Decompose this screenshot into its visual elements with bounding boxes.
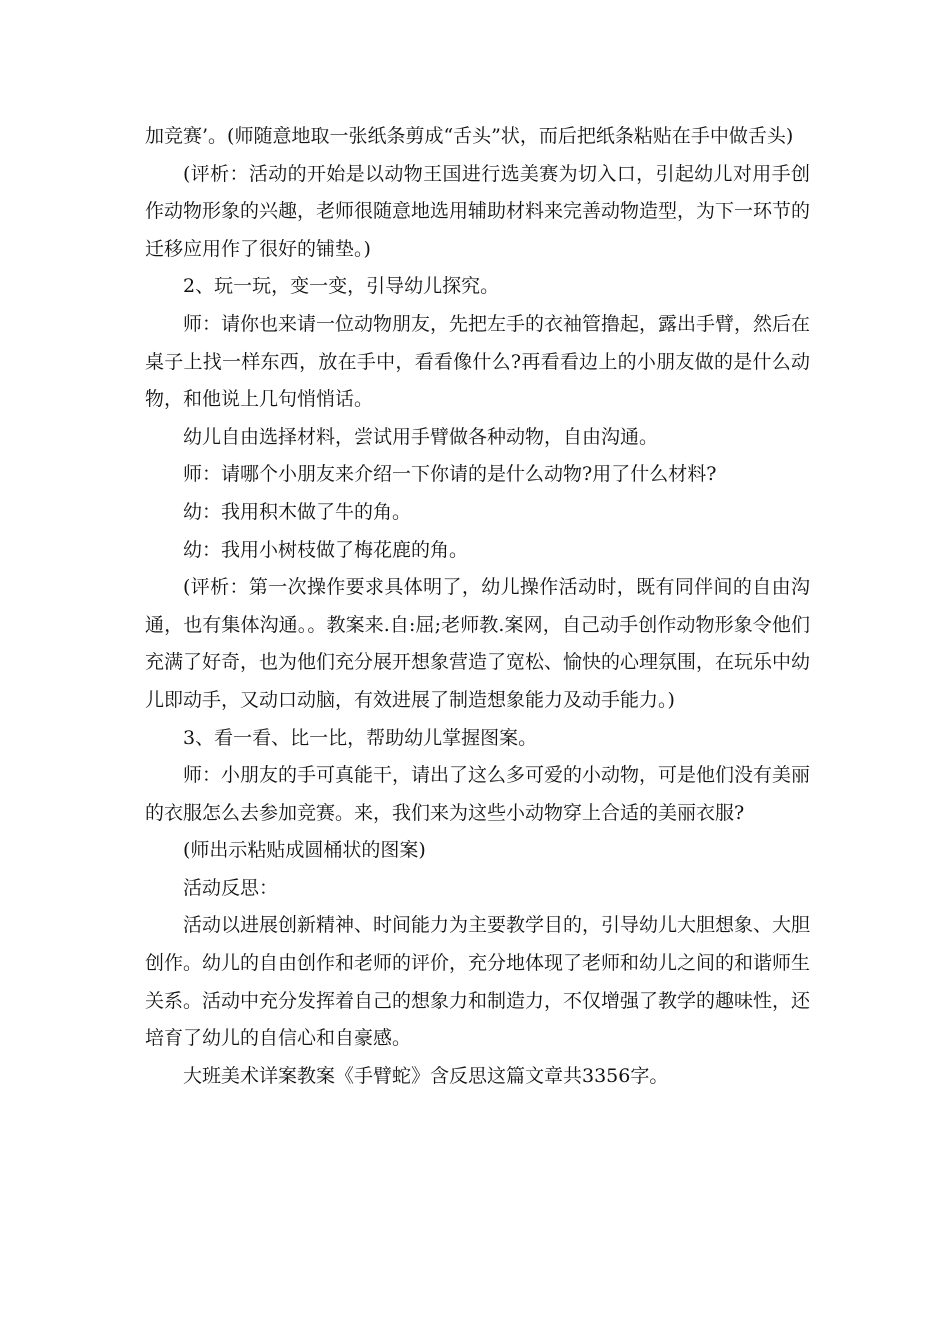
- paragraph-9: (评析：第一次操作要求具体明了，幼儿操作活动时，既有同伴间的自由沟通，也有集体沟通。。教案来.自:屈;老师教.案网，自己动手创作动物形象令他们充满了好奇，也为他们充分展开想象营造了宽松、愉快的心理氛围，在玩乐中幼儿即动手，又动口动脑，有效进展了制造想象能力及动手能力。): [145, 576, 811, 711]
- paragraph-2: (评析：活动的开始是以动物王国进行选美赛为切入口，引起幼儿对用手创作动物形象的兴趣，老师很随意地选用辅助材料来完善动物造型，为下一环节的迁移应用作了很好的铺垫。): [145, 162, 811, 260]
- paragraph-7: 幼：我用积木做了牛的角。: [183, 500, 412, 523]
- paragraph-5: 幼儿自由选择材料，尝试用手臂做各种动物，自由沟通。: [183, 425, 659, 448]
- paragraph-3: 2、玩一玩，变一变，引导幼儿探究。: [183, 275, 500, 298]
- paragraph-11: 师：小朋友的手可真能干，请出了这么多可爱的小动物，可是他们没有美丽的衣服怎么去参加竞赛。来，我们来为这些小动物穿上合适的美丽衣服?: [145, 764, 811, 824]
- paragraph-6: 师：请哪个小朋友来介绍一下你请的是什么动物?用了什么材料?: [183, 463, 717, 486]
- paragraph-1: 加竞赛’。(师随意地取一张纸条剪成“舌头”状，而后把纸条粘贴在手中做舌头): [145, 125, 794, 147]
- paragraph-13: 活动反思：: [183, 876, 279, 899]
- paragraph-12: (师出示粘贴成圆桶状的图案): [183, 839, 426, 862]
- paragraph-15: 大班美术详案教案《手臂蛇》含反思这篇文章共3356字。: [183, 1064, 669, 1087]
- document-body: [145, 118, 810, 1095]
- paragraph-4: 师：请你也来请一位动物朋友，先把左手的衣袖管撸起，露出手臂，然后在桌子上找一样东西，放在手中，看看像什么?再看看边上的小朋友做的是什么动物，和他说上几句悄悄话。: [145, 312, 811, 411]
- paragraph-8: 幼：我用小树枝做了梅花鹿的角。: [183, 538, 469, 561]
- paragraph-10: 3、看一看、比一比，帮助幼儿掌握图案。: [183, 726, 538, 749]
- paragraph-14: 活动以进展创新精神、时间能力为主要教学目的，引导幼儿大胆想象、大胆创作。幼儿的自由创作和老师的评价，充分地体现了老师和幼儿之间的和谐师生关系。活动中充分发挥着自己的想象力和制造力，不仅增强了教学的趣味性，还培育了幼儿的自信心和自豪感。: [145, 914, 811, 1050]
